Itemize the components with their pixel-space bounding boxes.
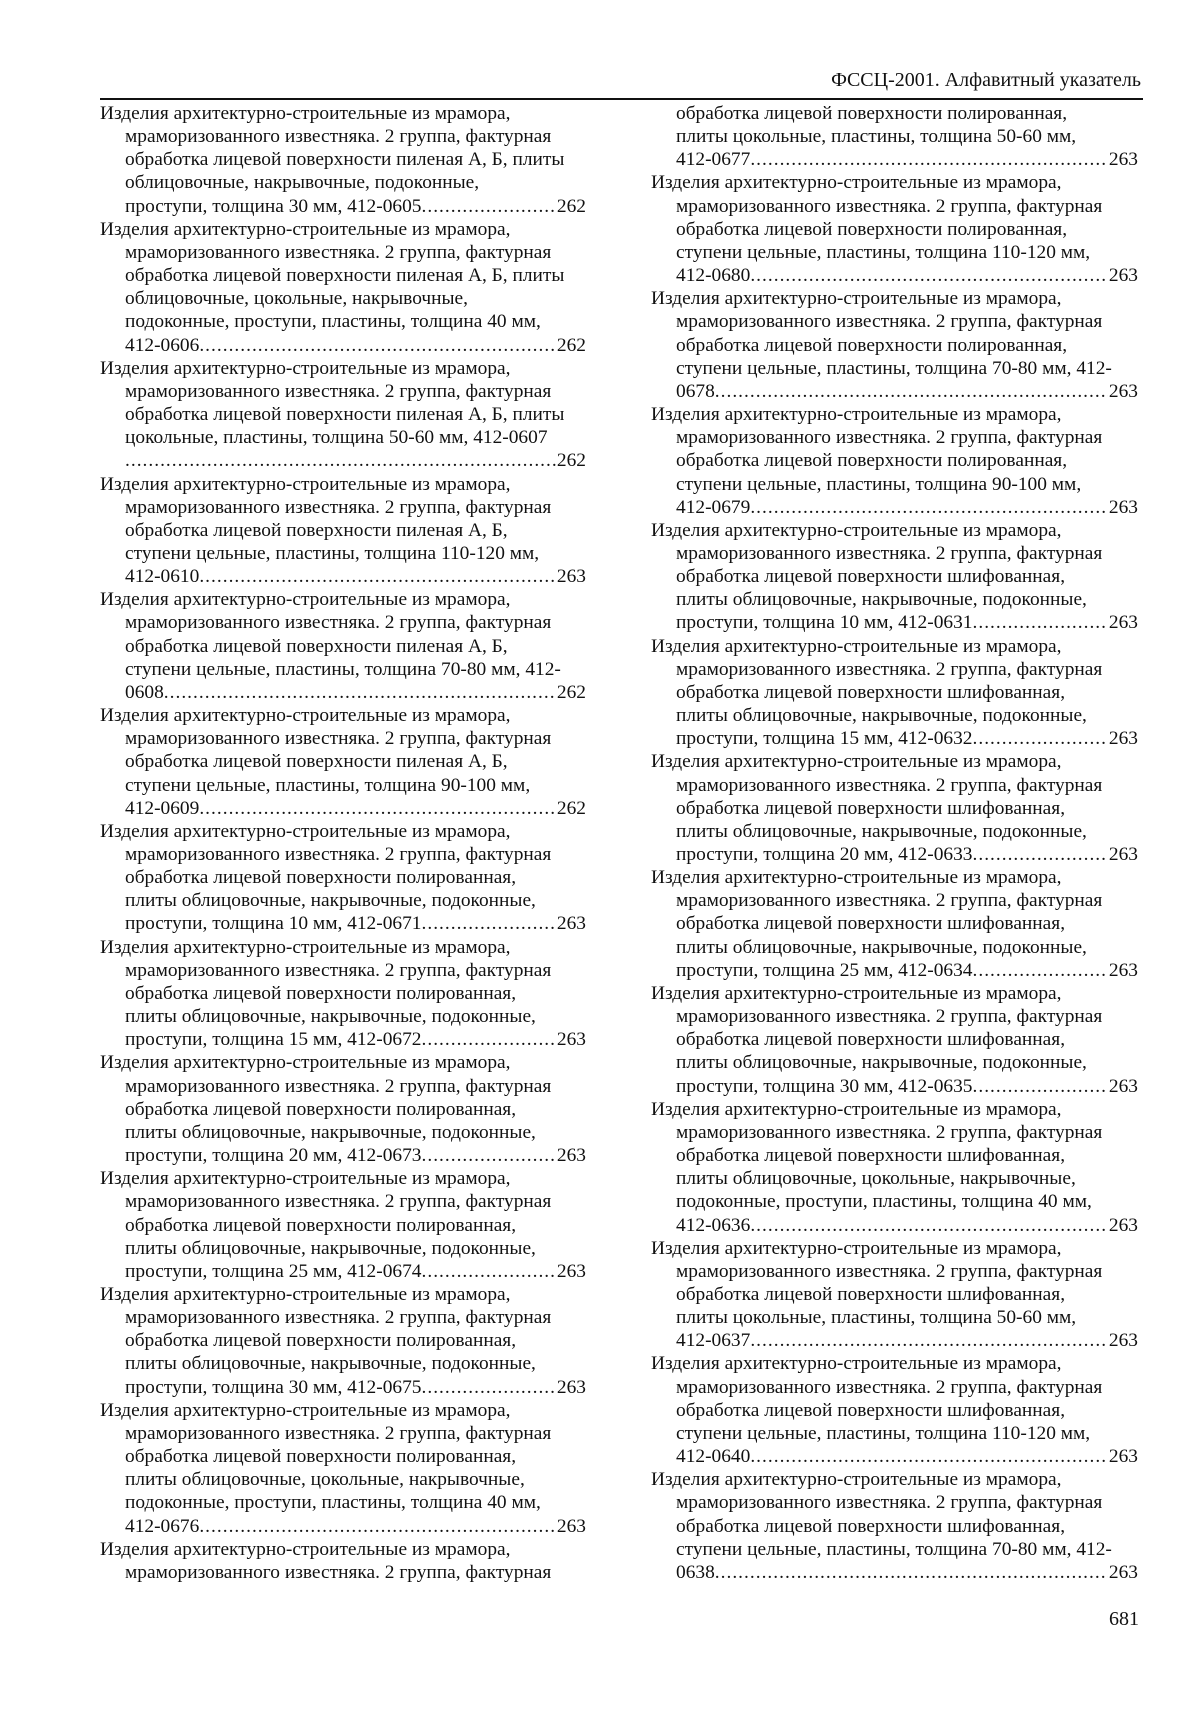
entry-line: мраморизованного известняка. 2 группа, фактурная	[676, 1006, 1103, 1028]
entry-line: Изделия архитектурно-строительные из мрамора,	[651, 288, 1062, 310]
entry-line: подоконные, проступи, пластины, толщина 40 мм,	[125, 311, 541, 333]
page-ref: 263	[1108, 265, 1138, 287]
page-number: 681	[1109, 1608, 1139, 1630]
entry-line: мраморизованного известняка. 2 группа, фактурная	[676, 1376, 1103, 1398]
dot-leader	[199, 565, 556, 588]
entry-line: плиты облицовочные, цокольные, накрывочные,	[676, 1168, 1076, 1190]
entry-line: мраморизованного известняка. 2 группа, фактурная	[125, 1191, 552, 1213]
entry-line: 412-0679	[676, 496, 751, 518]
entry-line: обработка лицевой поверхности полированная,	[125, 1098, 517, 1120]
page-ref: 262	[556, 195, 586, 217]
entry-leader-line	[100, 334, 586, 357]
dot-leader	[199, 334, 556, 357]
entry-line: 0678	[676, 380, 715, 402]
index-entry	[651, 1098, 1138, 1237]
entry-leader-line	[100, 1028, 586, 1051]
entry-line: обработка лицевой поверхности полированная,	[125, 1214, 517, 1236]
page-ref: 262	[556, 681, 586, 703]
entry-line: 412-0636	[676, 1214, 751, 1236]
entry-leader-line	[651, 843, 1138, 866]
entry-leader-line	[100, 1144, 586, 1167]
entry-line: плиты облицовочные, накрывочные, подоконные,	[125, 1006, 536, 1028]
dot-leader	[973, 843, 1108, 866]
page-ref: 263	[1108, 612, 1138, 634]
entry-leader-line	[100, 565, 586, 588]
entry-line: мраморизованного известняка. 2 группа, фактурная	[676, 542, 1103, 564]
index-entry	[651, 403, 1138, 519]
dot-leader	[422, 1260, 556, 1283]
entry-line: Изделия архитектурно-строительные из мрамора,	[100, 1283, 511, 1305]
page-ref: 262	[556, 450, 586, 472]
entry-line: проступи, толщина 30 мм, 412-0605	[125, 195, 422, 217]
index-entry	[100, 1167, 586, 1283]
entry-line: Изделия архитектурно-строительные из мрамора,	[651, 867, 1062, 889]
entry-line: 412-0610	[125, 566, 200, 588]
page-ref: 263	[1108, 149, 1138, 171]
index-entry	[651, 982, 1138, 1098]
entry-leader-line	[651, 380, 1138, 403]
page-ref: 263	[556, 913, 586, 935]
entry-line: обработка лицевой поверхности полированная,	[125, 982, 517, 1004]
entry-line: 412-0609	[125, 797, 200, 819]
index-entry	[100, 588, 586, 704]
entry-leader-line	[100, 195, 586, 218]
entry-line: Изделия архитектурно-строительные из мрамора,	[100, 705, 511, 727]
entry-line: Изделия архитектурно-строительные из мрамора,	[100, 1052, 511, 1074]
entry-line: плиты облицовочные, накрывочные, подоконные,	[676, 1052, 1087, 1074]
entry-line: обработка лицевой поверхности шлифованная,	[676, 1515, 1066, 1537]
entry-line: мраморизованного известняка. 2 группа, фактурная	[676, 195, 1103, 217]
page-ref: 262	[556, 334, 586, 356]
entry-line: Изделия архитектурно-строительные из мрамора,	[651, 751, 1062, 773]
entry-line: ступени цельные, пластины, толщина 90-100 мм,	[676, 473, 1082, 495]
entry-line: Изделия архитектурно-строительные из мрамора,	[100, 1168, 511, 1190]
entry-line: ступени цельные, пластины, толщина 110-120 мм,	[125, 542, 540, 564]
dot-leader	[422, 195, 556, 218]
entry-line: 412-0677	[676, 149, 751, 171]
entry-leader-line	[651, 611, 1138, 634]
entry-line: мраморизованного известняка. 2 группа, фактурная	[125, 1561, 552, 1583]
dot-leader	[125, 449, 556, 472]
page-ref: 263	[1108, 1330, 1138, 1352]
page-ref: 262	[556, 797, 586, 819]
entry-line: 412-0676	[125, 1515, 200, 1537]
entry-line: обработка лицевой поверхности шлифованная,	[676, 797, 1066, 819]
page-ref: 263	[1108, 1214, 1138, 1236]
entry-line: мраморизованного известняка. 2 группа, фактурная	[125, 844, 552, 865]
entry-leader-line	[651, 727, 1138, 750]
dot-leader	[750, 496, 1108, 519]
entry-line: мраморизованного известняка. 2 группа, фактурная	[125, 612, 552, 634]
entry-line: 412-0680	[676, 265, 751, 287]
entry-line: ступени цельные, пластины, толщина 110-120 мм,	[676, 1422, 1091, 1444]
dot-leader	[973, 727, 1108, 750]
index-entry	[651, 519, 1138, 635]
entry-line: обработка лицевой поверхности пиленая А, Б,	[125, 519, 508, 541]
entry-line: проступи, толщина 10 мм, 412-0671	[125, 913, 422, 935]
page-ref: 263	[1108, 496, 1138, 518]
page-ref: 263	[1108, 728, 1138, 750]
entry-line: плиты облицовочные, накрывочные, подоконные,	[125, 890, 536, 912]
entry-line: Изделия архитектурно-строительные из мрамора,	[651, 1469, 1062, 1491]
dot-leader	[422, 1028, 556, 1051]
entry-line: мраморизованного известняка. 2 группа, фактурная	[125, 959, 552, 981]
entry-line: Изделия архитектурно-строительные из мрамора,	[100, 936, 511, 958]
page-ref: 263	[1108, 1075, 1138, 1097]
entry-line: обработка лицевой поверхности полированная,	[676, 103, 1068, 124]
entry-line: мраморизованного известняка. 2 группа, фактурная	[676, 1260, 1103, 1282]
entry-line: плиты облицовочные, накрывочные, подоконные,	[125, 1237, 536, 1259]
dot-leader	[750, 1329, 1108, 1352]
entry-line: Изделия архитектурно-строительные из мрамора,	[100, 820, 511, 842]
entry-line: Изделия архитектурно-строительные из мрамора,	[651, 404, 1062, 426]
entry-leader-line	[100, 912, 586, 935]
entry-leader-line	[651, 1329, 1138, 1352]
entry-line: плиты облицовочные, накрывочные, подоконные,	[676, 705, 1087, 727]
dot-leader	[422, 1144, 556, 1167]
entry-line: ступени цельные, пластины, толщина 110-120 мм,	[676, 241, 1091, 263]
entry-line: обработка лицевой поверхности шлифованная,	[676, 1029, 1066, 1051]
entry-line: мраморизованного известняка. 2 группа, фактурная	[676, 658, 1103, 680]
index-entry	[651, 750, 1138, 866]
dot-leader	[973, 959, 1108, 982]
entry-line: Изделия архитектурно-строительные из мрамора,	[100, 103, 511, 124]
index-entry	[100, 704, 586, 820]
entry-leader-line	[100, 449, 586, 472]
index-entry	[100, 1283, 586, 1399]
entry-line: проступи, толщина 15 мм, 412-0672	[125, 1029, 422, 1051]
entry-line: проступи, толщина 25 мм, 412-0634	[676, 959, 973, 981]
index-entry	[100, 820, 586, 936]
page-ref: 263	[1108, 1561, 1138, 1583]
entry-line: 412-0640	[676, 1446, 751, 1468]
entry-line: обработка лицевой поверхности шлифованная,	[676, 681, 1066, 703]
entry-line: плиты цокольные, пластины, толщина 50-60 мм,	[676, 126, 1077, 148]
entry-line: мраморизованного известняка. 2 группа, фактурная	[125, 496, 552, 518]
entry-leader-line	[651, 1075, 1138, 1098]
dot-leader	[973, 1075, 1108, 1098]
dot-leader	[199, 1515, 556, 1538]
entry-line: ступени цельные, пластины, толщина 70-80 мм, 412-	[676, 357, 1112, 379]
entry-line: обработка лицевой поверхности пиленая А, Б,	[125, 635, 508, 657]
index-entry	[100, 102, 586, 218]
page-ref: 263	[556, 1515, 586, 1537]
entry-line: ступени цельные, пластины, толщина 70-80 мм, 412-	[125, 658, 561, 680]
entry-line: проступи, толщина 15 мм, 412-0632	[676, 728, 973, 750]
entry-line: Изделия архитектурно-строительные из мрамора,	[651, 635, 1062, 657]
entry-line: мраморизованного известняка. 2 группа, фактурная	[676, 1492, 1103, 1514]
index-entry	[651, 1352, 1138, 1468]
entry-line: проступи, толщина 30 мм, 412-0635	[676, 1075, 973, 1097]
page-ref: 263	[1108, 1446, 1138, 1468]
entry-line: проступи, толщина 20 мм, 412-0673	[125, 1145, 422, 1167]
entry-leader-line	[651, 1445, 1138, 1468]
entry-line: обработка лицевой поверхности пиленая А, Б, плиты	[125, 149, 565, 171]
entry-line: подоконные, проступи, пластины, толщина 40 мм,	[676, 1191, 1092, 1213]
entry-line: Изделия архитектурно-строительные из мрамора,	[651, 1237, 1062, 1259]
index-entry	[100, 218, 586, 357]
entry-line: обработка лицевой поверхности полированная,	[676, 450, 1068, 472]
entry-leader-line	[651, 1561, 1138, 1584]
entry-line: Изделия архитектурно-строительные из мрамора,	[651, 1098, 1062, 1120]
entry-line: мраморизованного известняка. 2 группа, фактурная	[676, 427, 1103, 449]
entry-line: мраморизованного известняка. 2 группа, фактурная	[676, 890, 1103, 912]
entry-line: мраморизованного известняка. 2 группа, фактурная	[125, 1422, 552, 1444]
index-entry	[100, 473, 586, 589]
entry-line: Изделия архитектурно-строительные из мрамора,	[651, 1353, 1062, 1375]
entry-line: плиты облицовочные, накрывочные, подоконные,	[676, 589, 1087, 611]
entry-line: мраморизованного известняка. 2 группа, фактурная	[125, 728, 552, 750]
entry-line: Изделия архитектурно-строительные из мрамора,	[100, 1399, 511, 1421]
entry-line: проступи, толщина 30 мм, 412-0675	[125, 1376, 422, 1398]
entry-leader-line	[100, 681, 586, 704]
index-entry	[100, 1051, 586, 1167]
entry-line: ступени цельные, пластины, толщина 70-80 мм, 412-	[676, 1538, 1112, 1560]
entry-leader-line	[100, 1515, 586, 1538]
entry-line: плиты облицовочные, накрывочные, подоконные,	[125, 1353, 536, 1375]
dot-leader	[422, 912, 556, 935]
dot-leader	[715, 1561, 1108, 1584]
page-header	[100, 64, 1143, 100]
entry-line: облицовочные, накрывочные, подоконные,	[125, 172, 480, 194]
entry-line: обработка лицевой поверхности полированная,	[125, 867, 517, 889]
index-entry	[651, 171, 1138, 287]
page-ref: 263	[1108, 844, 1138, 865]
entry-leader-line	[651, 959, 1138, 982]
entry-line: мраморизованного известняка. 2 группа, фактурная	[125, 380, 552, 402]
entry-line: Изделия архитектурно-строительные из мрамора,	[100, 473, 511, 495]
index-column-left	[100, 102, 586, 1584]
index-entry	[651, 1237, 1138, 1353]
dot-leader	[164, 681, 556, 704]
entry-line: обработка лицевой поверхности шлифованная,	[676, 1283, 1066, 1305]
entry-line: мраморизованного известняка. 2 группа, фактурная	[125, 241, 552, 263]
page-ref: 263	[556, 566, 586, 588]
entry-line: обработка лицевой поверхности полированная,	[676, 334, 1068, 356]
entry-line: плиты облицовочные, накрывочные, подоконные,	[676, 936, 1087, 958]
index-entry	[651, 287, 1138, 403]
entry-leader-line	[651, 264, 1138, 287]
entry-line: мраморизованного известняка. 2 группа, фактурная	[125, 1307, 552, 1329]
entry-line: 0608	[125, 681, 164, 703]
dot-leader	[750, 264, 1108, 287]
entry-line: мраморизованного известняка. 2 группа, фактурная	[676, 1121, 1103, 1143]
entry-line: 412-0637	[676, 1330, 751, 1352]
entry-line: плиты облицовочные, накрывочные, подоконные,	[125, 1121, 536, 1143]
dot-leader	[750, 148, 1108, 171]
entry-line: 0638	[676, 1561, 715, 1583]
running-title: ФССЦ-2001. Алфавитный указатель	[831, 69, 1141, 91]
index-entry	[651, 866, 1138, 982]
entry-line: обработка лицевой поверхности полированная,	[676, 218, 1068, 240]
entry-leader-line	[651, 1214, 1138, 1237]
index-entry	[100, 357, 586, 473]
page-ref: 263	[556, 1145, 586, 1167]
entry-line: проступи, толщина 20 мм, 412-0633	[676, 844, 973, 865]
entry-line: обработка лицевой поверхности шлифованная,	[676, 913, 1066, 935]
entry-line: ступени цельные, пластины, толщина 90-100 мм,	[125, 774, 531, 796]
entry-leader-line	[651, 148, 1138, 171]
entry-line: обработка лицевой поверхности пиленая А, Б, плиты	[125, 265, 565, 287]
entry-line: Изделия архитектурно-строительные из мрамора,	[100, 357, 511, 379]
entry-line: обработка лицевой поверхности пиленая А, Б,	[125, 751, 508, 773]
index-entry	[651, 1468, 1138, 1584]
dot-leader	[973, 611, 1108, 634]
entry-line: обработка лицевой поверхности шлифованная,	[676, 1399, 1066, 1421]
index-entry-continued	[651, 102, 1138, 171]
entry-line: мраморизованного известняка. 2 группа, фактурная	[676, 774, 1103, 796]
entry-leader-line	[651, 496, 1138, 519]
entry-line: обработка лицевой поверхности полированная,	[125, 1330, 517, 1352]
entry-line: плиты облицовочные, цокольные, накрывочные,	[125, 1469, 525, 1491]
entry-line: цокольные, пластины, толщина 50-60 мм, 412-0607	[125, 427, 548, 449]
page-ref: 263	[1108, 959, 1138, 981]
entry-line: проступи, толщина 10 мм, 412-0631	[676, 612, 973, 634]
entry-line: Изделия архитектурно-строительные из мрамора,	[100, 589, 511, 611]
entry-line: обработка лицевой поверхности шлифованная,	[676, 1145, 1066, 1167]
page-ref: 263	[1108, 380, 1138, 402]
entry-line: Изделия архитектурно-строительные из мрамора,	[651, 172, 1062, 194]
entry-line: Изделия архитектурно-строительные из мрамора,	[651, 982, 1062, 1004]
page-ref: 263	[556, 1260, 586, 1282]
dot-leader	[750, 1445, 1108, 1468]
entry-leader-line	[100, 1376, 586, 1399]
entry-line: обработка лицевой поверхности пиленая А, Б, плиты	[125, 404, 565, 426]
entry-line: плиты цокольные, пластины, толщина 50-60 мм,	[676, 1307, 1077, 1329]
page-ref: 263	[556, 1029, 586, 1051]
entry-line: Изделия архитектурно-строительные из мрамора,	[100, 1538, 511, 1560]
entry-line: обработка лицевой поверхности шлифованная,	[676, 566, 1066, 588]
entry-line: Изделия архитектурно-строительные из мрамора,	[651, 519, 1062, 541]
dot-leader	[422, 1376, 556, 1399]
entry-line: 412-0606	[125, 334, 200, 356]
entry-leader-line	[100, 797, 586, 820]
page-ref: 263	[556, 1376, 586, 1398]
index-column-right	[651, 102, 1138, 1584]
dot-leader	[715, 380, 1108, 403]
entry-line: мраморизованного известняка. 2 группа, фактурная	[125, 1075, 552, 1097]
index-entry	[100, 936, 586, 1052]
entry-line: мраморизованного известняка. 2 группа, фактурная	[125, 126, 552, 148]
entry-line: облицовочные, цокольные, накрывочные,	[125, 288, 469, 310]
index-entry	[100, 1399, 586, 1538]
entry-line: подоконные, проступи, пластины, толщина 40 мм,	[125, 1492, 541, 1514]
entry-line: проступи, толщина 25 мм, 412-0674	[125, 1260, 422, 1282]
entry-line: плиты облицовочные, накрывочные, подоконные,	[676, 820, 1087, 842]
entry-line: обработка лицевой поверхности полированная,	[125, 1446, 517, 1468]
entry-line: Изделия архитектурно-строительные из мрамора,	[100, 218, 511, 240]
index-entry	[100, 1538, 586, 1584]
entry-leader-line	[100, 1260, 586, 1283]
index-entry	[651, 635, 1138, 751]
dot-leader	[750, 1214, 1108, 1237]
entry-line: мраморизованного известняка. 2 группа, фактурная	[676, 311, 1103, 333]
dot-leader	[199, 797, 556, 820]
